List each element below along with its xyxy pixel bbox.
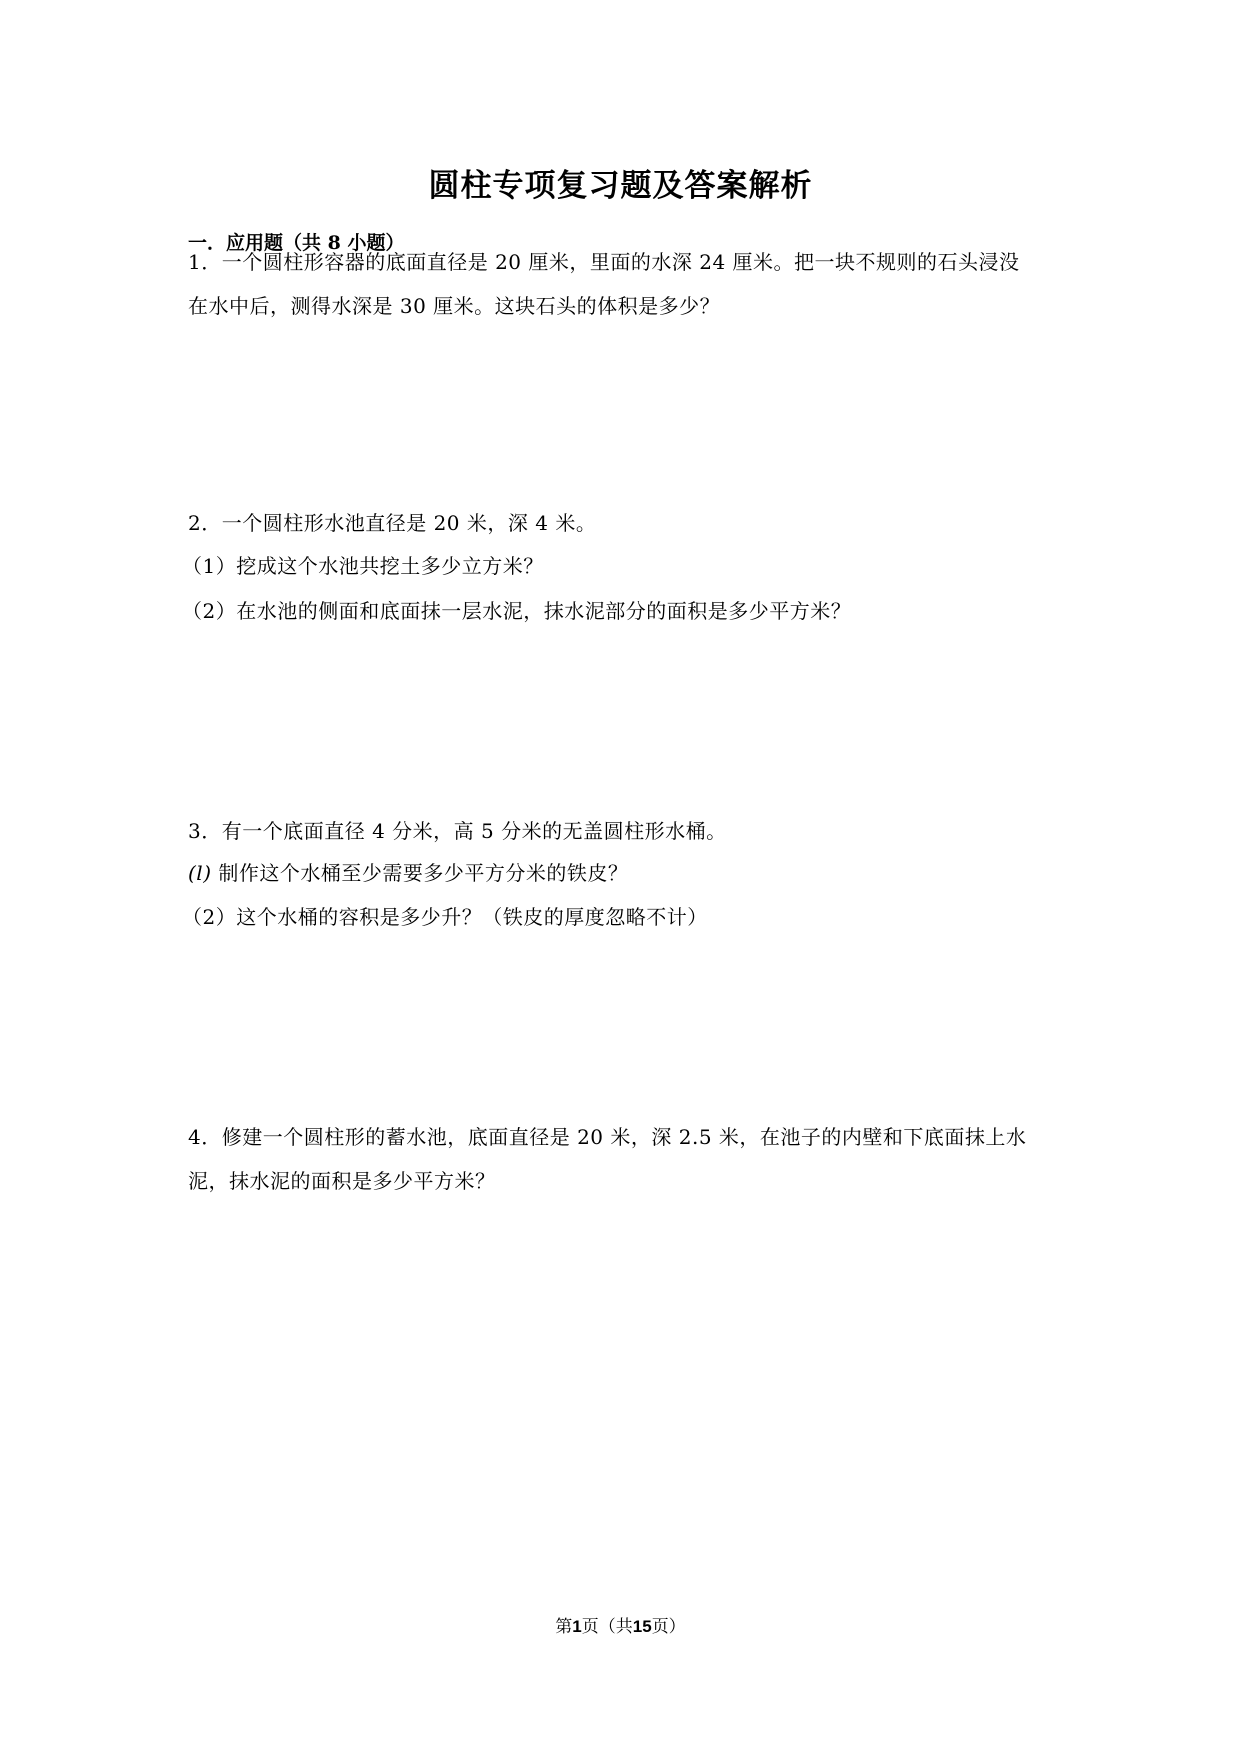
question-3-sub-1 (188, 857, 628, 886)
question-3-sub-2: （2）这个水桶的容积是多少升？（铁皮的厚度忽略不计） (182, 905, 708, 929)
document-title: 圆柱专项复习题及答案解析 (428, 168, 813, 204)
footer-total-pages: 15 (632, 1617, 652, 1636)
footer-prefix: 第 (555, 1617, 573, 1637)
footer-middle: 页（共 (581, 1617, 633, 1637)
section-heading: 一．应用题（共 8 小题） (188, 232, 405, 254)
question-3-line-1: 3．有一个底面直径 4 分米，高 5 分米的无盖圆柱形水桶。 (188, 819, 727, 843)
page-footer (0, 1612, 1241, 1637)
question-1-line-2: 在水中后，测得水深是 30 厘米。这块石头的体积是多少？ (188, 294, 721, 318)
footer-suffix: 页） (651, 1617, 686, 1637)
question-3-sub-1-text: 制作这个水桶至少需要多少平方分米的铁皮？ (218, 861, 629, 885)
question-2-sub-2: （2）在水池的侧面和底面抹一层水泥，抹水泥部分的面积是多少平方米？ (182, 599, 852, 623)
question-2-line-1: 2．一个圆柱形水池直径是 20 米，深 4 米。 (188, 511, 597, 535)
question-4-line-1: 4．修建一个圆柱形的蓄水池，底面直径是 20 米，深 2.5 米，在池子的内壁和下底面抹上水 (188, 1125, 1027, 1149)
question-4-line-2: 泥，抹水泥的面积是多少平方米？ (188, 1169, 496, 1193)
footer-page-number: 1 (572, 1617, 582, 1636)
question-2-sub-1: （1）挖成这个水池共挖土多少立方米？ (182, 554, 544, 578)
question-3-sub-1-prefix: (l) (188, 861, 212, 885)
question-1-line-1: 1．一个圆柱形容器的底面直径是 20 厘米，里面的水深 24 厘米。把一块不规则的石头浸没 (188, 250, 1020, 274)
